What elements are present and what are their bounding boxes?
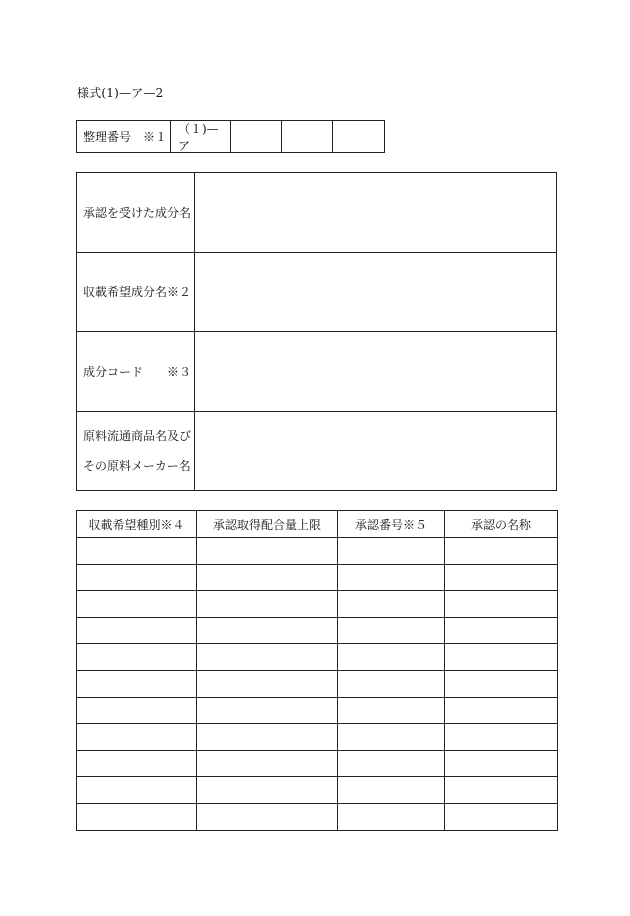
approved-max-amount-cell[interactable] (197, 724, 338, 751)
table-row (77, 777, 558, 804)
trade-name-label (77, 411, 195, 491)
reference-number-label: 整理番号 ※１ (77, 121, 171, 152)
approval-name-cell[interactable] (445, 617, 558, 644)
header-approval-name: 承認の名称 (445, 511, 558, 538)
approval-list-header-row (77, 511, 558, 538)
header-approval-number: 承認番号※５ (338, 511, 445, 538)
trade-name-label-line-1: 原料流通商品名及び (83, 428, 192, 443)
approval-list-body (77, 538, 558, 831)
approval-number-cell[interactable] (338, 724, 445, 751)
approval-name-cell[interactable] (445, 591, 558, 618)
desired-type-cell[interactable] (77, 617, 197, 644)
table-row (77, 591, 558, 618)
approved-max-amount-cell[interactable] (197, 777, 338, 804)
reference-number-strip (76, 120, 385, 153)
approved-ingredient-label: 承認を受けた成分名 (77, 173, 195, 253)
table-row (77, 750, 558, 777)
approval-number-cell[interactable] (338, 803, 445, 830)
header-desired-type: 収載希望種別※４ (77, 511, 197, 538)
approval-name-cell[interactable] (445, 644, 558, 671)
approval-name-cell[interactable] (445, 777, 558, 804)
approval-number-cell[interactable] (338, 670, 445, 697)
ingredient-code-field[interactable] (195, 332, 557, 412)
approved-max-amount-cell[interactable] (197, 644, 338, 671)
desired-type-cell[interactable] (77, 803, 197, 830)
reference-number-box-3[interactable] (333, 121, 384, 152)
desired-type-cell[interactable] (77, 670, 197, 697)
approval-name-cell[interactable] (445, 564, 558, 591)
approval-name-cell[interactable] (445, 538, 558, 565)
table-row (77, 803, 558, 830)
approved-max-amount-cell[interactable] (197, 591, 338, 618)
approved-max-amount-cell[interactable] (197, 803, 338, 830)
table-row (77, 724, 558, 751)
approved-max-amount-cell[interactable] (197, 564, 338, 591)
desired-type-cell[interactable] (77, 644, 197, 671)
table-row (77, 617, 558, 644)
approval-name-cell[interactable] (445, 670, 558, 697)
trade-name-label-line-2: その原料メーカー名 (83, 458, 191, 473)
approval-number-cell[interactable] (338, 564, 445, 591)
desired-ingredient-field[interactable] (195, 252, 557, 332)
reference-number-box-2[interactable] (282, 121, 333, 152)
table-row (77, 697, 558, 724)
desired-type-cell[interactable] (77, 697, 197, 724)
table-row (77, 538, 558, 565)
ingredient-code-label: 成分コード ※３ (77, 332, 195, 412)
ingredient-info-table (76, 172, 557, 491)
desired-ingredient-label: 収載希望成分名※２ (77, 252, 195, 332)
form-id: 様式(1)—ア—2 (77, 86, 164, 100)
approved-ingredient-field[interactable] (195, 173, 557, 253)
table-row (77, 564, 558, 591)
desired-type-cell[interactable] (77, 564, 197, 591)
approval-list-table (76, 510, 558, 831)
approval-name-cell[interactable] (445, 724, 558, 751)
approved-max-amount-cell[interactable] (197, 538, 338, 565)
header-approved-max-amount: 承認取得配合量上限 (197, 511, 338, 538)
approval-number-cell[interactable] (338, 591, 445, 618)
approved-max-amount-cell[interactable] (197, 670, 338, 697)
desired-type-cell[interactable] (77, 591, 197, 618)
approved-max-amount-cell[interactable] (197, 697, 338, 724)
approval-name-cell[interactable] (445, 803, 558, 830)
approved-max-amount-cell[interactable] (197, 617, 338, 644)
desired-type-cell[interactable] (77, 750, 197, 777)
table-row (77, 644, 558, 671)
desired-type-cell[interactable] (77, 777, 197, 804)
approval-number-cell[interactable] (338, 644, 445, 671)
approval-number-cell[interactable] (338, 777, 445, 804)
trade-name-field[interactable] (195, 411, 557, 491)
approval-name-cell[interactable] (445, 750, 558, 777)
reference-number-prefix: （１)—ア (171, 121, 231, 152)
approval-name-cell[interactable] (445, 697, 558, 724)
desired-type-cell[interactable] (77, 724, 197, 751)
approved-max-amount-cell[interactable] (197, 750, 338, 777)
approval-number-cell[interactable] (338, 750, 445, 777)
table-row (77, 670, 558, 697)
reference-number-box-1[interactable] (231, 121, 282, 152)
desired-type-cell[interactable] (77, 538, 197, 565)
approval-number-cell[interactable] (338, 617, 445, 644)
approval-number-cell[interactable] (338, 697, 445, 724)
approval-number-cell[interactable] (338, 538, 445, 565)
